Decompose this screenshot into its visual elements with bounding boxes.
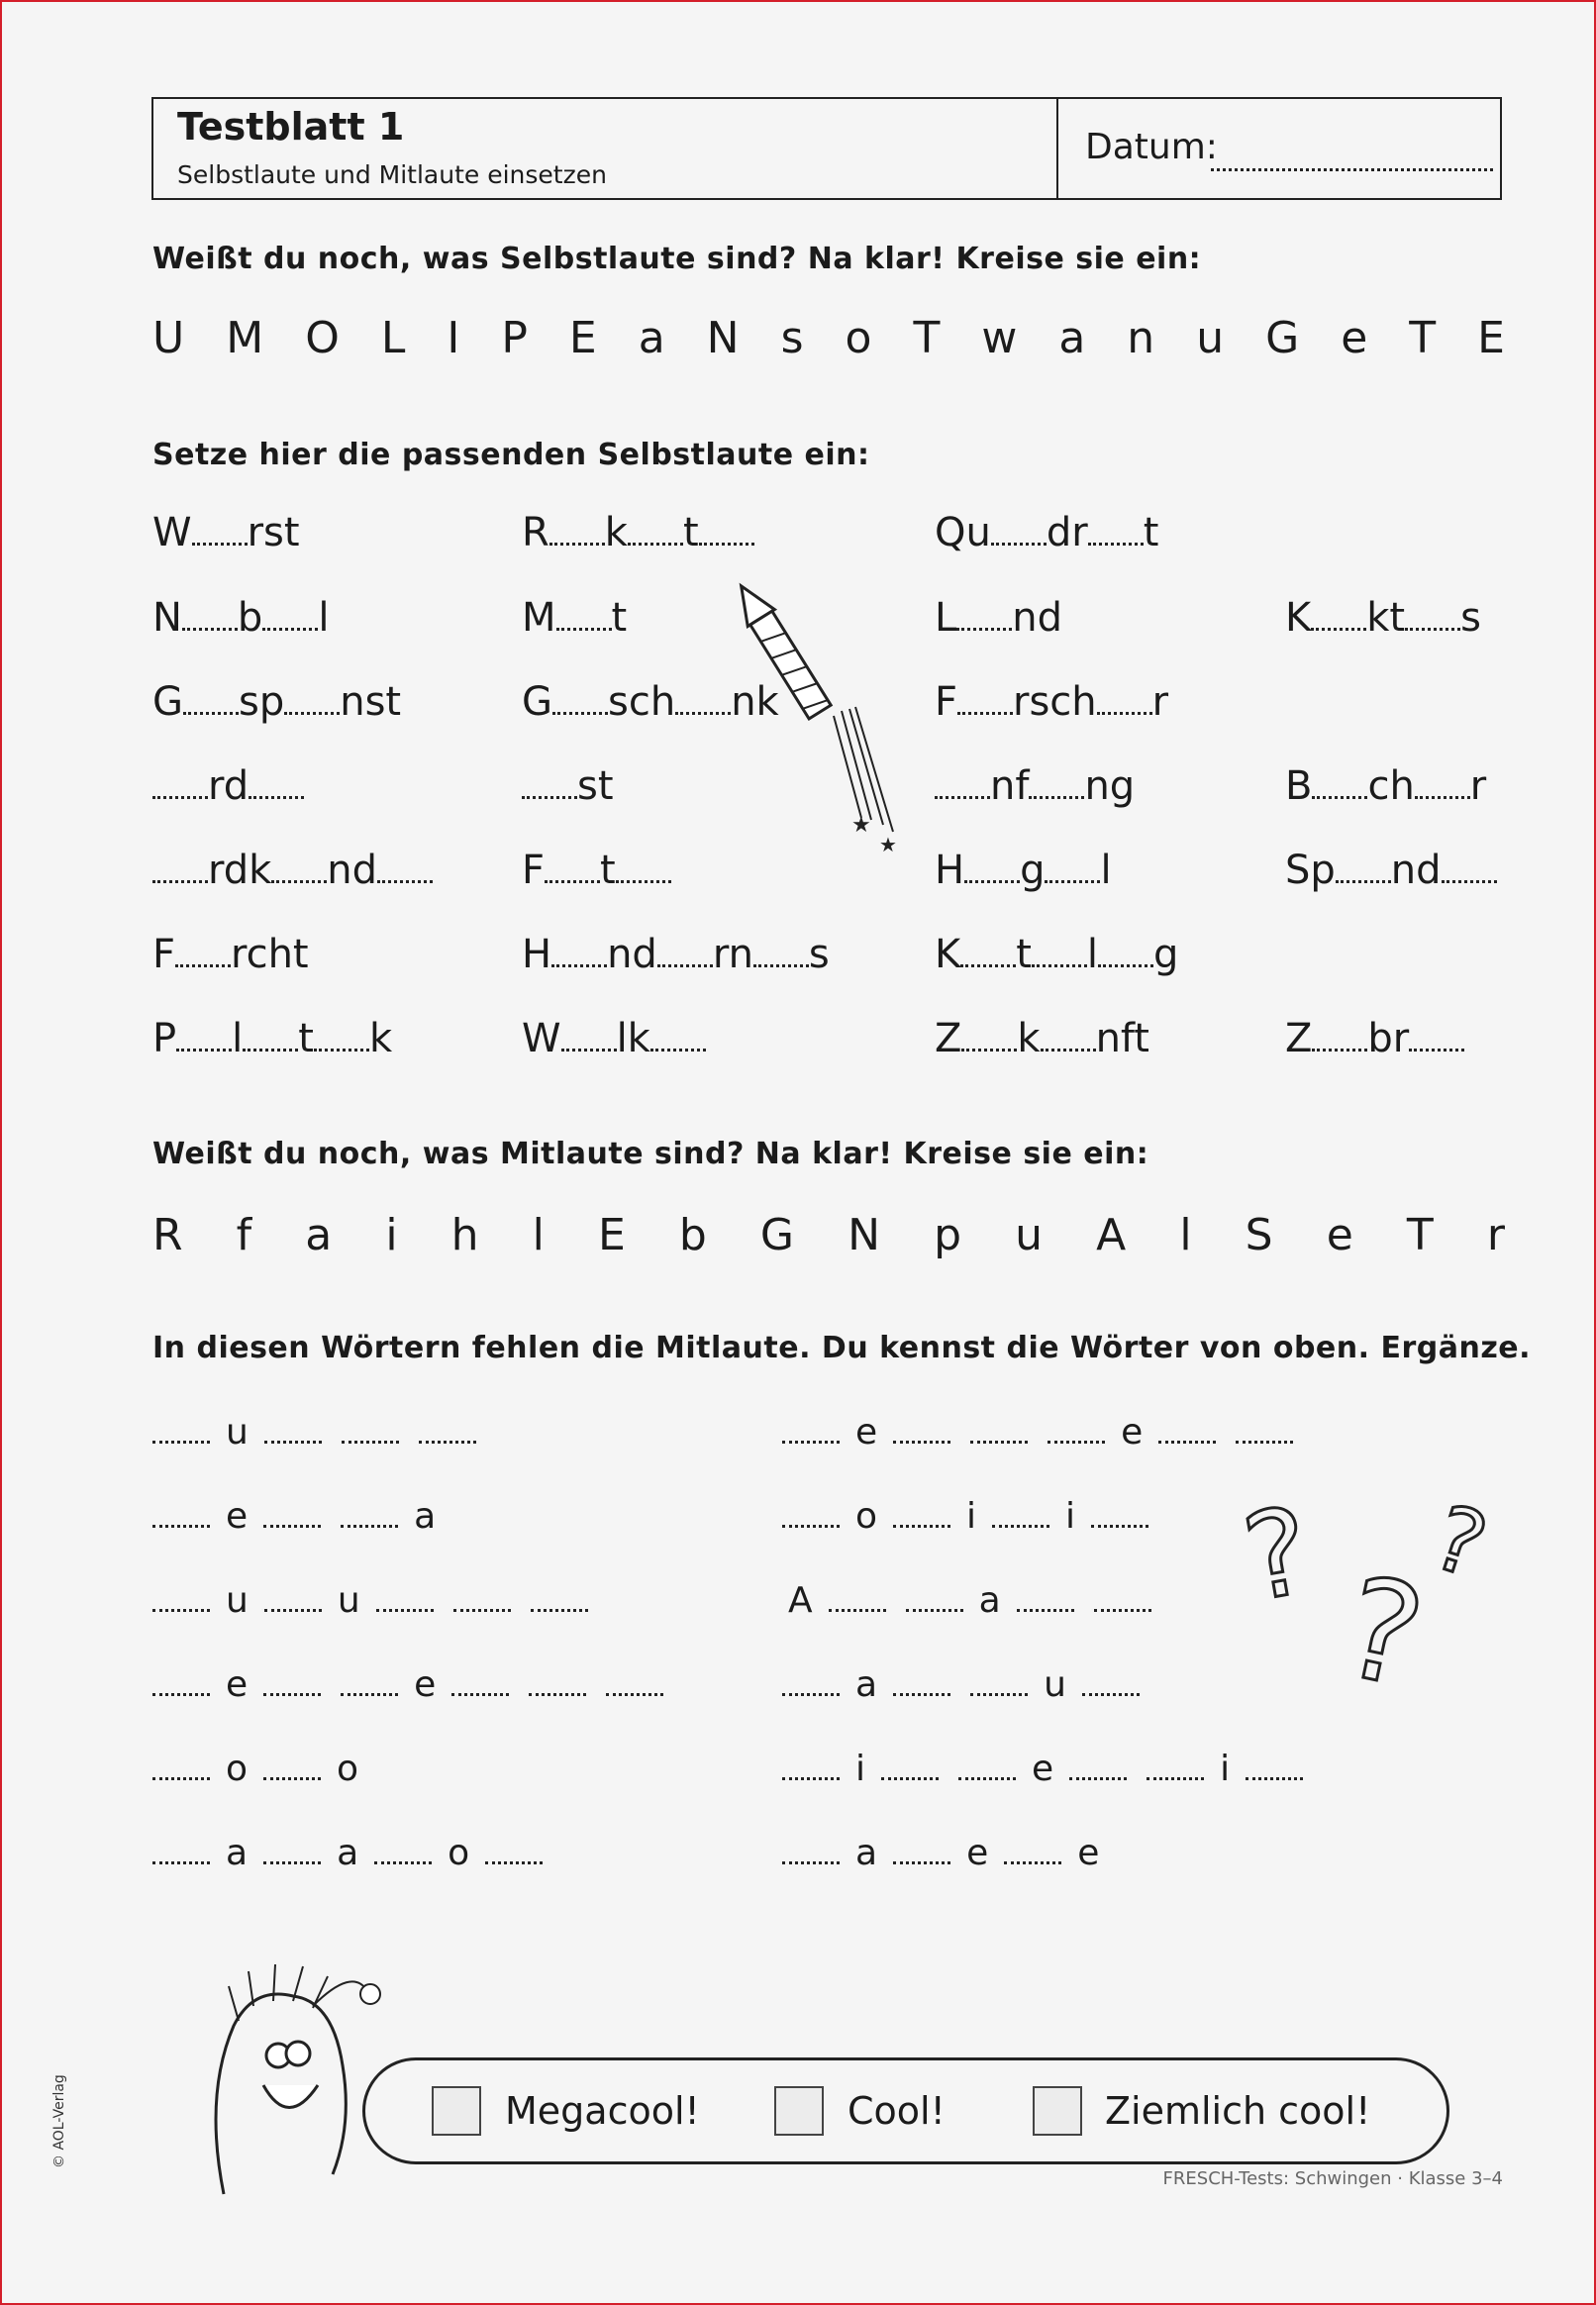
vowel-word xyxy=(522,592,627,641)
consonant-word-line xyxy=(782,1748,1313,1789)
consonant-word-line xyxy=(782,1663,1149,1705)
word-fragment: r xyxy=(1151,679,1169,725)
vowel-blank[interactable] xyxy=(176,1013,232,1052)
vowel-blank[interactable] xyxy=(1312,1013,1367,1052)
consonant-letter[interactable]: f xyxy=(236,1210,252,1260)
word-fragment: nf xyxy=(990,763,1030,809)
vowel-blank[interactable] xyxy=(616,845,671,883)
consonant-blank[interactable] xyxy=(958,1748,1016,1780)
consonant-blank[interactable] xyxy=(1017,1579,1074,1612)
consonant-blank[interactable] xyxy=(376,1579,434,1612)
lightbulb-icon xyxy=(360,1984,380,2004)
given-vowel: e xyxy=(1121,1412,1144,1453)
date-field[interactable] xyxy=(1211,139,1493,171)
vowel-word xyxy=(152,1013,392,1061)
word-fragment: R xyxy=(522,510,549,555)
vowel-blank[interactable] xyxy=(183,676,239,715)
word-fragment: t xyxy=(1143,510,1159,555)
vowel-word xyxy=(1285,845,1497,893)
consonant-letter[interactable]: b xyxy=(678,1210,707,1260)
consonant-letter[interactable]: T xyxy=(1406,1210,1434,1260)
word-fragment: l xyxy=(232,1016,244,1061)
consonant-letter[interactable]: l xyxy=(1179,1210,1192,1260)
vowel-word xyxy=(935,507,1158,555)
given-vowel: a xyxy=(978,1580,1001,1621)
word-fragment: br xyxy=(1367,1016,1410,1061)
instruction-consonants-circle: Weißt du noch, was Mitlaute sind? Na klar! Kreise sie ein: xyxy=(152,1137,1149,1171)
word-fragment: t xyxy=(1016,932,1032,977)
consonant-letter[interactable]: i xyxy=(385,1210,398,1260)
consonant-blank[interactable] xyxy=(782,1495,840,1528)
vowel-word xyxy=(935,929,1178,977)
word-fragment: G xyxy=(152,679,183,725)
vowel-word xyxy=(1285,760,1486,809)
consonant-blank[interactable] xyxy=(893,1832,950,1864)
instruction-vowels-fill: Setze hier die passenden Selbstlaute ein: xyxy=(152,438,870,472)
consonant-letter[interactable]: G xyxy=(759,1210,795,1260)
consonant-blank[interactable] xyxy=(970,1411,1028,1444)
given-vowel: i xyxy=(1220,1749,1231,1789)
vowel-blank[interactable] xyxy=(1415,760,1470,799)
consonant-letter[interactable]: u xyxy=(1015,1210,1044,1260)
given-vowel: u xyxy=(337,1580,360,1621)
vowel-blank[interactable] xyxy=(957,676,1013,715)
consonant-blank[interactable] xyxy=(970,1663,1028,1696)
vowel-blank[interactable] xyxy=(377,845,433,883)
given-vowel: a xyxy=(414,1496,437,1537)
consonant-blank[interactable] xyxy=(485,1832,543,1864)
word-fragment: rcht xyxy=(231,932,309,977)
vowel-word xyxy=(1285,1013,1464,1061)
vowel-blank[interactable] xyxy=(1041,1013,1096,1052)
consonant-word-line xyxy=(152,1748,364,1789)
given-vowel: i xyxy=(1065,1496,1076,1537)
word-fragment: F xyxy=(522,848,546,893)
word-fragment: kt xyxy=(1366,595,1406,641)
vowel-blank[interactable] xyxy=(753,929,809,967)
given-vowel: e xyxy=(855,1412,878,1453)
question-marks-illustration xyxy=(1234,1482,1525,1721)
word-fragment: s xyxy=(808,932,830,977)
consonant-blank[interactable] xyxy=(152,1411,210,1444)
word-fragment: nk xyxy=(731,679,779,725)
rating-checkbox-megacool[interactable] xyxy=(432,2086,481,2136)
vowel-word xyxy=(1285,592,1481,641)
word-fragment: st xyxy=(577,763,614,809)
footer-text: FRESCH-Tests: Schwingen · Klasse 3–4 xyxy=(1162,2168,1503,2189)
vowel-blank[interactable] xyxy=(1312,760,1367,799)
consonant-blank[interactable] xyxy=(829,1579,886,1612)
consonant-letter[interactable]: S xyxy=(1245,1210,1273,1260)
svg-text:★: ★ xyxy=(879,833,897,856)
word-fragment: K xyxy=(935,932,961,977)
consonant-blank[interactable] xyxy=(1147,1748,1204,1780)
consonant-letter[interactable]: E xyxy=(597,1210,626,1260)
consonant-word-line xyxy=(152,1495,442,1537)
consonant-blank[interactable] xyxy=(606,1663,663,1696)
word-fragment: G xyxy=(522,679,552,725)
rating-label-cool: Cool! xyxy=(848,2089,946,2133)
vowel-blank[interactable] xyxy=(175,929,231,967)
vowel-blank[interactable] xyxy=(650,1013,706,1052)
word-fragment: nd xyxy=(1012,595,1063,641)
vowel-letter[interactable]: I xyxy=(447,313,460,363)
vowel-blank[interactable] xyxy=(182,592,238,631)
consonant-letter-row xyxy=(152,1210,1505,1260)
vowel-blank[interactable] xyxy=(1409,1013,1464,1052)
vowel-letter[interactable]: O xyxy=(305,313,340,363)
word-fragment: r xyxy=(1469,763,1487,809)
consonant-blank[interactable] xyxy=(1004,1832,1061,1864)
word-fragment: rn xyxy=(712,932,753,977)
consonant-letter[interactable]: l xyxy=(532,1210,545,1260)
vowel-blank[interactable] xyxy=(657,929,713,967)
consonant-letter[interactable]: r xyxy=(1486,1210,1505,1260)
instruction-vowels-circle: Weißt du noch, was Selbstlaute sind? Na klar! Kreise sie ein: xyxy=(152,242,1202,276)
consonant-blank[interactable] xyxy=(263,1663,321,1696)
consonant-blank[interactable] xyxy=(782,1411,840,1444)
consonant-blank[interactable] xyxy=(263,1832,321,1864)
given-vowel: a xyxy=(855,1833,878,1873)
consonant-blank[interactable] xyxy=(992,1495,1049,1528)
word-fragment: t xyxy=(682,510,699,555)
consonant-blank[interactable] xyxy=(264,1579,322,1612)
given-vowel: o xyxy=(448,1833,470,1873)
vowel-word xyxy=(935,1013,1149,1061)
vowel-letter[interactable]: L xyxy=(380,313,406,363)
consonant-blank[interactable] xyxy=(1236,1411,1293,1444)
consonant-blank[interactable] xyxy=(782,1832,840,1864)
vowel-letter[interactable]: o xyxy=(845,313,872,363)
vowel-blank[interactable] xyxy=(522,760,577,799)
word-fragment: H xyxy=(935,848,965,893)
vowel-letter[interactable]: E xyxy=(1477,313,1505,363)
given-vowel: i xyxy=(966,1496,977,1537)
consonant-word-line xyxy=(152,1832,552,1873)
word-fragment: nd xyxy=(327,848,378,893)
consonant-blank[interactable] xyxy=(893,1663,950,1696)
word-fragment: s xyxy=(1460,595,1481,641)
word-fragment: k xyxy=(1017,1016,1041,1061)
word-fragment: rst xyxy=(247,510,300,555)
page-subtitle: Selbstlaute und Mitlaute einsetzen xyxy=(177,160,607,189)
consonant-letter[interactable]: h xyxy=(450,1210,479,1260)
vowel-word xyxy=(152,676,401,725)
vowel-blank[interactable] xyxy=(271,845,327,883)
vowel-blank[interactable] xyxy=(284,676,340,715)
word-fragment: W xyxy=(152,510,192,555)
question-mark-icon: ? xyxy=(1234,1482,1321,1630)
vowel-letter-row xyxy=(152,313,1505,363)
word-fragment: k xyxy=(368,1016,393,1061)
word-fragment: W xyxy=(522,1016,561,1061)
vowel-blank[interactable] xyxy=(243,1013,298,1052)
word-fragment: t xyxy=(611,595,628,641)
consonant-blank[interactable] xyxy=(1082,1663,1140,1696)
given-vowel: e xyxy=(226,1664,249,1705)
rating-label-ziemlich-cool: Ziemlich cool! xyxy=(1105,2089,1371,2133)
word-fragment: K xyxy=(1285,595,1312,641)
vowel-blank[interactable] xyxy=(628,507,683,546)
vowel-blank[interactable] xyxy=(1032,929,1087,967)
given-vowel: u xyxy=(226,1412,249,1453)
vowel-letter[interactable]: T xyxy=(1409,313,1437,363)
vowel-blank[interactable] xyxy=(1097,676,1152,715)
vowel-blank[interactable] xyxy=(1405,592,1460,631)
question-mark-icon: ? xyxy=(1421,1485,1499,1599)
word-fragment: t xyxy=(600,848,616,893)
vowel-word xyxy=(935,845,1112,893)
vowel-letter[interactable]: u xyxy=(1196,313,1225,363)
vowel-letter[interactable]: E xyxy=(568,313,597,363)
word-fragment: F xyxy=(935,679,958,725)
vowel-word xyxy=(522,1013,706,1061)
consonant-word-line xyxy=(152,1411,486,1453)
vowel-letter[interactable]: s xyxy=(780,313,804,363)
consonant-blank[interactable] xyxy=(893,1411,950,1444)
given-vowel: a xyxy=(855,1664,878,1705)
rating-checkbox-cool[interactable] xyxy=(774,2086,824,2136)
word-fragment: l xyxy=(1100,848,1112,893)
vowel-blank[interactable] xyxy=(545,845,600,883)
consonant-blank[interactable] xyxy=(263,1748,321,1780)
vowel-blank[interactable] xyxy=(249,760,304,799)
word-fragment: Z xyxy=(935,1016,962,1061)
vowel-blank[interactable] xyxy=(960,929,1016,967)
consonant-blank[interactable] xyxy=(531,1579,588,1612)
vowel-blank[interactable] xyxy=(1029,760,1084,799)
word-fragment: b xyxy=(237,595,263,641)
vowel-word xyxy=(935,592,1062,641)
word-fragment: N xyxy=(152,595,182,641)
vowel-word xyxy=(152,592,329,641)
word-fragment: Sp xyxy=(1285,848,1336,893)
vowel-word xyxy=(152,507,300,555)
consonant-blank[interactable] xyxy=(881,1748,939,1780)
vowel-blank[interactable] xyxy=(1088,507,1144,546)
word-fragment: Z xyxy=(1285,1016,1313,1061)
vowel-blank[interactable] xyxy=(549,507,605,546)
word-fragment: M xyxy=(522,595,556,641)
word-fragment: dr xyxy=(1046,510,1088,555)
word-fragment: Qu xyxy=(935,510,991,555)
consonant-blank[interactable] xyxy=(1091,1495,1148,1528)
consonant-word-line xyxy=(782,1832,1105,1873)
word-fragment: l xyxy=(1086,932,1099,977)
given-vowel: e xyxy=(414,1664,437,1705)
consonant-blank[interactable] xyxy=(342,1411,399,1444)
given-vowel: A xyxy=(788,1580,813,1621)
consonant-word-line xyxy=(782,1411,1303,1453)
given-vowel: e xyxy=(1077,1833,1100,1873)
consonant-letter[interactable]: R xyxy=(152,1210,183,1260)
vowel-blank[interactable] xyxy=(991,507,1047,546)
consonant-letter[interactable]: N xyxy=(848,1210,881,1260)
vowel-blank[interactable] xyxy=(1336,845,1391,883)
given-vowel: e xyxy=(226,1496,249,1537)
vowel-word xyxy=(522,507,754,555)
given-vowel: u xyxy=(226,1580,249,1621)
word-fragment: rd xyxy=(208,763,249,809)
word-fragment: B xyxy=(1285,763,1313,809)
vowel-letter[interactable]: w xyxy=(981,313,1018,363)
vowel-letter[interactable]: e xyxy=(1341,313,1368,363)
given-vowel: o xyxy=(855,1496,878,1537)
consonant-letter[interactable]: a xyxy=(305,1210,333,1260)
page-title: Testblatt 1 xyxy=(177,105,405,149)
consonant-blank[interactable] xyxy=(152,1579,210,1612)
vowel-blank[interactable] xyxy=(1098,929,1153,967)
consonant-blank[interactable] xyxy=(453,1579,511,1612)
vowel-letter[interactable]: G xyxy=(1265,313,1300,363)
vowel-blank[interactable] xyxy=(561,1013,617,1052)
vowel-blank[interactable] xyxy=(935,760,990,799)
given-vowel: i xyxy=(855,1749,866,1789)
rating-label-megacool: Megacool! xyxy=(505,2089,700,2133)
consonant-blank[interactable] xyxy=(152,1495,210,1528)
word-fragment: lk xyxy=(616,1016,650,1061)
vowel-word xyxy=(152,929,309,977)
word-fragment: rdk xyxy=(208,848,272,893)
vowel-blank[interactable] xyxy=(961,1013,1017,1052)
vowel-word xyxy=(152,845,433,893)
word-fragment: L xyxy=(935,595,957,641)
vowel-blank[interactable] xyxy=(1311,592,1366,631)
consonant-blank[interactable] xyxy=(1047,1411,1105,1444)
vowel-letter[interactable]: M xyxy=(226,313,264,363)
consonant-blank[interactable] xyxy=(152,1748,210,1780)
word-fragment: k xyxy=(604,510,628,555)
vowel-blank[interactable] xyxy=(556,592,612,631)
vowel-blank[interactable] xyxy=(314,1013,369,1052)
consonant-word-line xyxy=(152,1579,598,1621)
vowel-blank[interactable] xyxy=(552,676,608,715)
copyright-text: © AOL-Verlag xyxy=(51,2074,67,2168)
instruction-consonants-fill: In diesen Wörtern fehlen die Mitlaute. Du kennst die Wörter von oben. Ergänze. xyxy=(152,1331,1532,1365)
vowel-word xyxy=(522,760,614,809)
consonant-blank[interactable] xyxy=(1094,1579,1151,1612)
consonant-blank[interactable] xyxy=(152,1832,210,1864)
header-divider xyxy=(1056,99,1058,198)
vowel-letter[interactable]: P xyxy=(501,313,528,363)
word-fragment: nd xyxy=(607,932,657,977)
consonant-blank[interactable] xyxy=(264,1411,322,1444)
word-fragment: ch xyxy=(1367,763,1415,809)
rating-checkbox-ziemlich-cool[interactable] xyxy=(1033,2086,1082,2136)
vowel-word xyxy=(935,760,1135,809)
word-fragment: l xyxy=(318,595,330,641)
vowel-letter[interactable]: a xyxy=(1058,313,1086,363)
given-vowel: e xyxy=(966,1833,989,1873)
vowel-blank[interactable] xyxy=(699,507,754,546)
word-fragment: g xyxy=(1020,848,1046,893)
vowel-blank[interactable] xyxy=(956,592,1012,631)
consonant-blank[interactable] xyxy=(1069,1748,1127,1780)
given-vowel: o xyxy=(226,1749,249,1789)
consonant-blank[interactable] xyxy=(906,1579,963,1612)
vowel-blank[interactable] xyxy=(964,845,1020,883)
vowel-letter[interactable]: n xyxy=(1127,313,1155,363)
vowel-word xyxy=(522,929,830,977)
consonant-blank[interactable] xyxy=(341,1495,398,1528)
consonant-blank[interactable] xyxy=(152,1663,210,1696)
vowel-blank[interactable] xyxy=(1045,845,1100,883)
word-fragment: g xyxy=(1153,932,1179,977)
word-fragment: nst xyxy=(340,679,402,725)
consonant-word-line xyxy=(782,1579,1161,1621)
given-vowel: u xyxy=(1044,1664,1066,1705)
given-vowel: a xyxy=(226,1833,249,1873)
vowel-blank[interactable] xyxy=(1442,845,1497,883)
given-vowel: e xyxy=(1032,1749,1054,1789)
consonant-blank[interactable] xyxy=(1246,1748,1303,1780)
rocket-icon xyxy=(728,577,834,720)
vowel-letter[interactable]: a xyxy=(638,313,665,363)
rocket-illustration xyxy=(723,572,921,859)
vowel-letter[interactable]: U xyxy=(152,313,185,363)
given-vowel: a xyxy=(337,1833,359,1873)
consonant-blank[interactable] xyxy=(374,1832,432,1864)
consonant-word-line xyxy=(152,1663,673,1705)
consonant-blank[interactable] xyxy=(782,1663,840,1696)
consonant-letter[interactable]: e xyxy=(1326,1210,1353,1260)
word-fragment: H xyxy=(522,932,552,977)
word-fragment: nd xyxy=(1390,848,1442,893)
question-mark-icon: ? xyxy=(1330,1547,1437,1721)
word-fragment: F xyxy=(152,932,176,977)
consonant-word-line xyxy=(782,1495,1158,1537)
vowel-blank[interactable] xyxy=(152,760,208,799)
vowel-word xyxy=(935,676,1168,725)
vowel-word xyxy=(522,845,671,893)
word-fragment: sp xyxy=(239,679,285,725)
consonant-blank[interactable] xyxy=(451,1663,509,1696)
consonant-blank[interactable] xyxy=(341,1663,398,1696)
consonant-blank[interactable] xyxy=(893,1495,950,1528)
consonant-letter[interactable]: p xyxy=(934,1210,962,1260)
header-box xyxy=(151,97,1502,200)
consonant-blank[interactable] xyxy=(419,1411,476,1444)
svg-text:★: ★ xyxy=(851,813,871,838)
word-fragment: P xyxy=(152,1016,177,1061)
vowel-blank[interactable] xyxy=(262,592,318,631)
date-label: Datum: xyxy=(1085,127,1218,167)
word-fragment: rsch xyxy=(1013,679,1097,725)
vowel-blank[interactable] xyxy=(152,845,208,883)
consonant-blank[interactable] xyxy=(529,1663,586,1696)
word-fragment: ng xyxy=(1084,763,1136,809)
given-vowel: o xyxy=(337,1749,359,1789)
consonant-blank[interactable] xyxy=(263,1495,321,1528)
word-fragment: sch xyxy=(608,679,676,725)
vowel-blank[interactable] xyxy=(192,507,248,546)
consonant-blank[interactable] xyxy=(1158,1411,1216,1444)
consonant-blank[interactable] xyxy=(782,1748,840,1780)
vowel-blank[interactable] xyxy=(551,929,607,967)
vowel-letter[interactable]: N xyxy=(706,313,740,363)
vowel-letter[interactable]: T xyxy=(913,313,941,363)
word-fragment: t xyxy=(298,1016,314,1061)
consonant-letter[interactable]: A xyxy=(1096,1210,1127,1260)
word-fragment: nft xyxy=(1095,1016,1149,1061)
vowel-word xyxy=(152,760,304,809)
